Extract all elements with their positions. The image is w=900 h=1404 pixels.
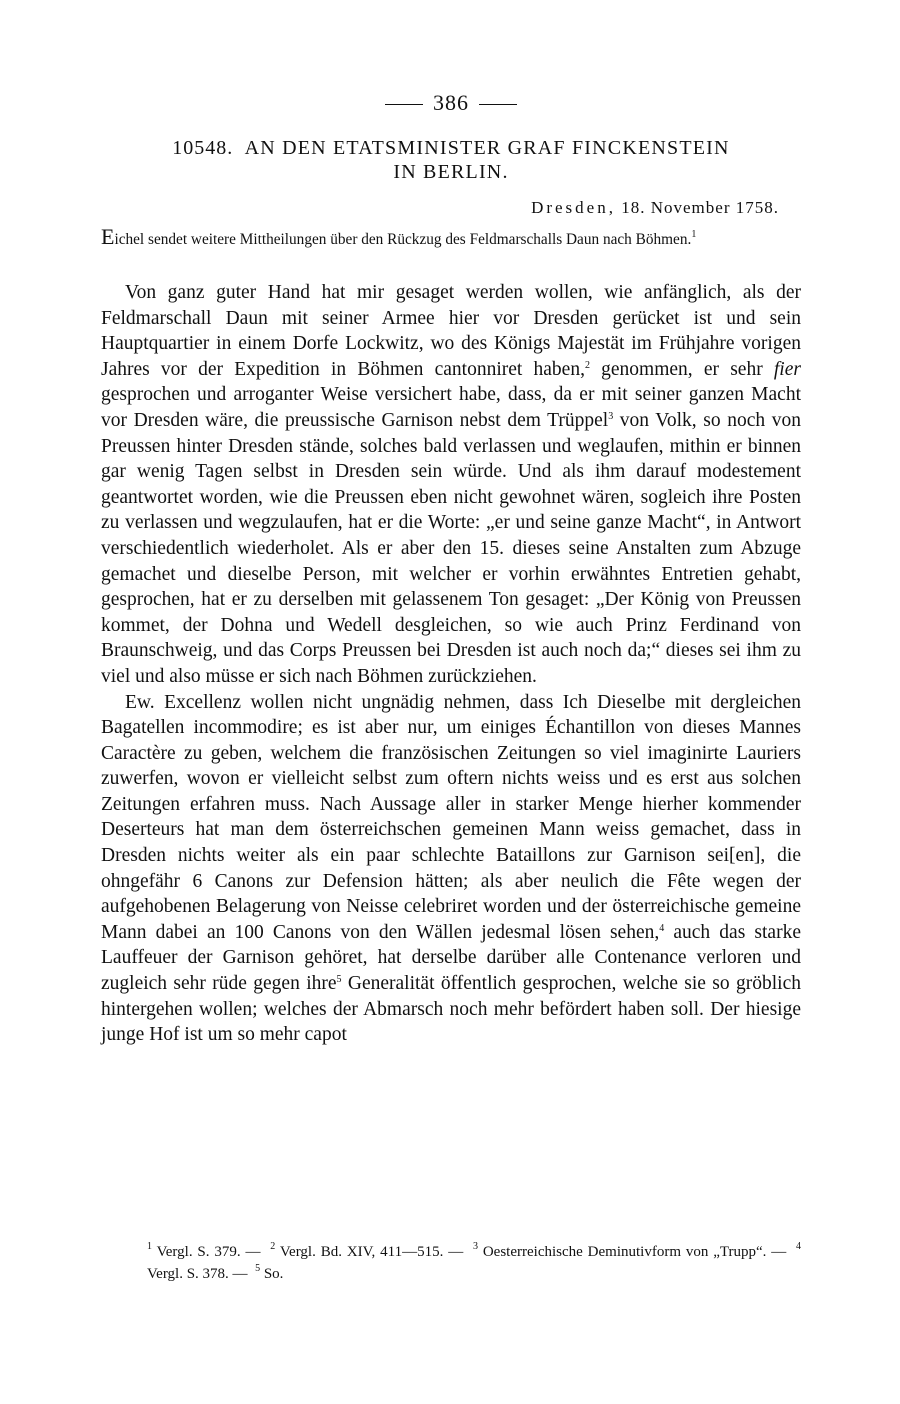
footnote-ref-4: 4 [659, 922, 665, 934]
italic-word: fier [773, 358, 801, 380]
letter-body [101, 280, 801, 1048]
footnote-ref-2: 2 [584, 359, 590, 371]
paragraph-2-text-b: auch das starke Lauffeuer der Garnison gehöret, hat derselbe darüber alle Contenance verloren und zugleich sehr rüde gegen ihre [101, 921, 801, 995]
letter-title-line2: IN BERLIN. [393, 161, 509, 183]
footnote-mark-5: 5 [255, 1263, 261, 1274]
paragraph-1 [101, 280, 801, 690]
footnote-1: Vergl. S. 379. — [152, 1244, 261, 1260]
footnote-ref-1: 1 [691, 229, 697, 240]
summary-initial: E [101, 224, 115, 249]
footnote-mark-1: 1 [147, 1241, 152, 1252]
letter-number: 10548. [172, 137, 234, 159]
dateline-place: Dresden, [531, 198, 616, 217]
dateline-date: 18. November 1758. [621, 198, 779, 217]
paragraph-1-text-b: genommen, er sehr [589, 358, 774, 380]
page-number-text: 386 [433, 90, 469, 115]
paragraph-1-text-c: gesprochen und arroganter Weise versichert habe, dass, da er mit seiner ganzen Macht vor Dresden wäre, die preussische Garnison nebst dem Trüppel [101, 384, 801, 431]
letter-heading [101, 136, 801, 184]
paragraph-2 [101, 690, 801, 1048]
page-number-right-rule [479, 104, 517, 105]
footnote-block [101, 1241, 801, 1285]
footnotes [101, 1241, 801, 1285]
footnote-4: Vergl. S. 378. — [147, 1266, 248, 1282]
letter-title-line1: AN DEN ETATSMINISTER GRAF FINCKENSTEIN [244, 137, 730, 159]
footnote-5: So. [260, 1266, 284, 1282]
footnote-mark-2: 2 [270, 1241, 276, 1252]
footnote-ref-5: 5 [336, 974, 342, 986]
footnote-mark-3: 3 [472, 1241, 478, 1252]
paragraph-2-text-a: Ew. Excellenz wollen nicht ungnädig nehmen, dass Ich Dieselbe mit dergleichen Bagatellen incommodire; es ist aber nur, um einiges Échantillon von dieses Mannes Caractère zu geben, welchem die französischen Zeitungen so viel imaginirte Lauriers zuwerfen, wovon er vielleicht selbst zum oftern nichts weiss und es erst aus solchen Zeitungen erfahren muss. Nach Aussage aller in starker Menge hierher kommender Deserteurs hat man dem österreichschen gemeinen Mann weiss gemachet, dass in Dresden nichts weiter als ein paar schlechte Bataillons zur Garnison sei[en], die ohngefähr 6 Canons zur Defension hätten; als aber neulich die Fête wegen der aufgehobenen Belagerung von Neisse celebriret worden und der österreichische gemeine Mann dabei an 100 Canons von den Wällen jedesmal lösen sehen, [101, 691, 801, 943]
paragraph-1-text-a: Von ganz guter Hand hat mir gesaget werden wollen, wie anfänglich, als der Feldmarschall Daun mit seiner Armee hier vor Dresden gerücket ist und sein Hauptquartier in einem Dorfe Lockwitz, wo des Königs Majestät im Frühjahre vorigen Jahres vor der Expedition in Böhmen cantonniret haben, [101, 282, 801, 380]
paragraph-2-text-c: Generalität öffentlich gesprochen, welche sie so gröblich hintergehen wollen; welches der Abmarsch noch mehr befördert haben soll. Der hiesige junge Hof ist um so mehr capot [101, 973, 801, 1046]
summary-text: ichel sendet weitere Mittheilungen über den Rückzug des Feldmarschalls Daun nach Böhmen. [114, 231, 692, 248]
dateline [531, 198, 779, 218]
page-number-left-rule [385, 104, 423, 105]
footnote-mark-4: 4 [796, 1241, 802, 1252]
editorial-summary [101, 226, 801, 250]
footnote-3: Oesterreichische Deminutivform von „Trupp“. — [477, 1244, 787, 1260]
footnote-2: Vergl. Bd. XIV, 411—515. — [275, 1244, 464, 1260]
page-number [101, 90, 801, 116]
paragraph-1-text-d: von Volk, so noch von Preussen hinter Dresden stände, solches bald verlassen und weglaufen, mithin er binnen gar wenig Tagen selbst in Dresden sein würde. Und als ihm darauf modestement geantwortet worden, wie die Preussen eben nicht gewohnet wären, sogleich ihre Posten zu verlassen und wegzulaufen, hat er die Worte: „er und seine ganze Macht“, in Antwort verschiedentlich wiederholet. Als er aber den 15. dieses seine Anstalten zum Abzuge gemachet und dieselbe Person, mit welcher er vorhin erwähntes Entretien gehabt, gesprochen, hat er zu derselben mit gelassenem Ton gesaget: „Der König von Preussen kommet, der Dohna und Wedell desgleichen, so wie auch Prinz Ferdinand von Braunschweig, und das Corps Preussen bei Dresden ist auch noch da;“ dieses sei ihm zu viel und also müsse er sich nach Böhmen zurückziehen. [101, 409, 801, 687]
footnote-ref-3: 3 [608, 410, 614, 422]
